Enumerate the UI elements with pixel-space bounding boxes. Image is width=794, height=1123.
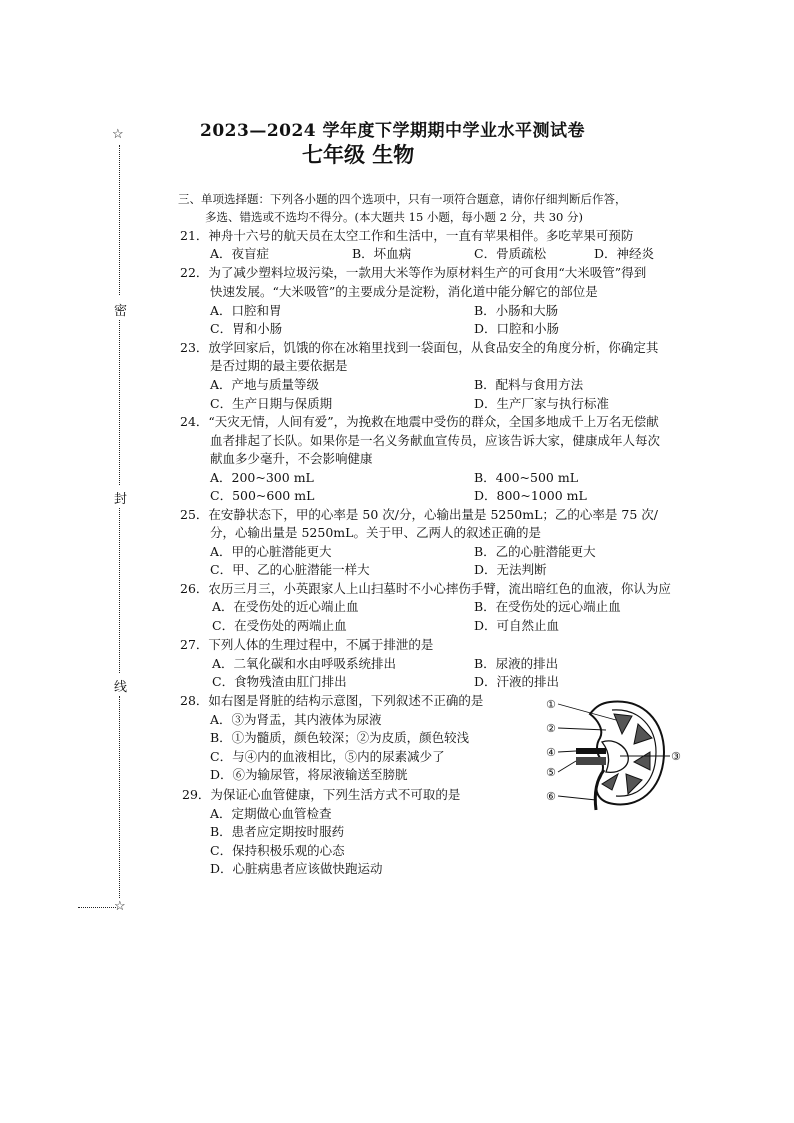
- q22-option-a: A．口腔和胃: [210, 303, 282, 318]
- q28-option-c: C．与④内的血液相比，⑤内的尿素减少了: [210, 749, 445, 764]
- q27-option-b: B．尿液的排出: [474, 656, 559, 671]
- q29-option-d: D．心脏病患者应该做快跑运动: [210, 861, 383, 876]
- star-icon-top: ☆: [112, 127, 124, 142]
- q23-stem-line2: 是否过期的最主要依据是: [210, 358, 348, 373]
- q23-option-d: D．生产厂家与执行标准: [474, 396, 610, 411]
- q25-stem-line1: 25．在安静状态下，甲的心率是 50 次/分，心输出量是 5250mL；乙的心率是 75 次/: [180, 507, 658, 522]
- q22-stem-line1: 22．为了减少塑料垃圾污染，一款用大米等作为原材料生产的可食用“大米吸管”得到: [180, 265, 647, 280]
- q25-option-d: D．无法判断: [474, 562, 547, 577]
- q23-stem-line1: 23．放学回家后，饥饿的你在冰箱里找到一袋面包，从食品安全的角度分析，你确定其: [180, 340, 659, 355]
- kidney-label-3: ③: [671, 750, 681, 763]
- q27-option-d: D．汗液的排出: [474, 674, 560, 689]
- star-icon-bottom: ☆: [114, 899, 126, 914]
- kidney-label-2: ②: [546, 722, 556, 735]
- q28-option-d: D．⑥为输尿管，将尿液输送至膀胱: [210, 767, 408, 782]
- q21-option-a: A．夜盲症: [210, 246, 270, 261]
- q24-option-b: B．400~500 mL: [474, 470, 579, 485]
- q21-option-d: D．神经炎: [594, 246, 655, 261]
- q25-option-c: C．甲、乙的心脏潜能一样大: [210, 562, 370, 577]
- q24-stem-line1: 24．“天灾无情，人间有爱”，为挽救在地震中受伤的群众，全国多地成千上万名无偿献: [180, 414, 659, 429]
- q29-option-a: A．定期做心血管检查: [210, 806, 332, 821]
- q26-option-b: B．在受伤处的远心端止血: [474, 599, 621, 614]
- binding-dotted-line-2: [119, 320, 120, 485]
- q26-option-a: A．在受伤处的近心端止血: [212, 599, 359, 614]
- q29-stem: 29．为保证心血管健康，下列生活方式不可取的是: [182, 787, 461, 802]
- q27-stem: 27．下列人体的生理过程中，不属于排泄的是: [180, 637, 434, 652]
- q26-option-c: C．在受伤处的两端止血: [212, 618, 347, 633]
- kidney-label-5: ⑤: [546, 766, 556, 779]
- binding-char-mi: 密: [114, 304, 128, 319]
- renal-artery: [576, 748, 606, 754]
- kidney-diagram: [540, 694, 690, 814]
- q22-option-c: C．胃和小肠: [210, 321, 283, 336]
- section-instructions-line1: 三、单项选择题：下列各小题的四个选项中，只有一项符合题意，请你仔细判断后作答，: [178, 192, 627, 206]
- q23-option-c: C．生产日期与保质期: [210, 396, 333, 411]
- kidney-label-4: ④: [546, 746, 556, 759]
- binding-dotted-line-1: [119, 145, 120, 295]
- q27-option-a: A．二氧化碳和水由呼吸系统排出: [212, 656, 397, 671]
- q25-option-b: B．乙的心脏潜能更大: [474, 544, 596, 559]
- q22-option-b: B．小肠和大肠: [474, 303, 559, 318]
- q25-option-a: A．甲的心脏潜能更大: [210, 544, 332, 559]
- q26-stem: 26．农历三月三，小英跟家人上山扫墓时不小心摔伤手臂，流出暗红色的血液，你认为应: [180, 581, 671, 596]
- q24-option-d: D．800~1000 mL: [474, 488, 587, 503]
- binding-dotted-line-4: [119, 696, 120, 898]
- binding-dotted-line-bottom: [78, 907, 116, 908]
- kidney-label-6: ⑥: [546, 790, 556, 803]
- q28-stem: 28．如右图是肾脏的结构示意图，下列叙述不正确的是: [180, 693, 484, 708]
- q24-stem-line3: 献血多少毫升，不会影响健康: [210, 451, 373, 466]
- q21-stem: 21．神舟十六号的航天员在太空工作和生活中，一直有苹果相伴。多吃苹果可预防: [180, 228, 634, 243]
- exam-title: 2023—2024 学年度下学期期中学业水平测试卷: [200, 121, 586, 141]
- q29-option-c: C．保持积极乐观的心态: [210, 843, 345, 858]
- binding-dotted-line-3: [119, 508, 120, 673]
- q22-option-d: D．口腔和小肠: [474, 321, 560, 336]
- renal-vein: [576, 757, 606, 765]
- q28-option-b: B．①为髓质，颜色较深；②为皮质，颜色较浅: [210, 730, 470, 745]
- q28-option-a: A．③为肾盂，其内液体为尿液: [210, 712, 382, 727]
- q21-option-b: B．坏血病: [352, 246, 412, 261]
- exam-subtitle: 七年级 生物: [302, 142, 415, 167]
- q26-option-d: D．可自然止血: [474, 618, 560, 633]
- q24-option-c: C．500~600 mL: [210, 488, 315, 503]
- q29-option-b: B．患者应定期按时服药: [210, 824, 345, 839]
- kidney-label-1: ①: [546, 698, 556, 711]
- binding-char-xian: 线: [114, 680, 128, 695]
- binding-char-feng: 封: [114, 492, 128, 507]
- q22-stem-line2: 快速发展。“大米吸管”的主要成分是淀粉，消化道中能分解它的部位是: [210, 284, 598, 299]
- q23-option-b: B．配料与食用方法: [474, 377, 584, 392]
- q21-option-c: C．骨质疏松: [474, 246, 547, 261]
- section-instructions-line2: 多选、错选或不选均不得分。(本大题共 15 小题，每小题 2 分，共 30 分): [205, 210, 583, 224]
- q25-stem-line2: 分，心输出量是 5250mL。关于甲、乙两人的叙述正确的是: [210, 525, 541, 540]
- q24-option-a: A．200~300 mL: [210, 470, 314, 485]
- q23-option-a: A．产地与质量等级: [210, 377, 320, 392]
- q27-option-c: C．食物残渣由肛门排出: [212, 674, 347, 689]
- q24-stem-line2: 血者排起了长队。如果你是一名义务献血宣传员，应该告诉大家，健康成年人每次: [210, 433, 661, 448]
